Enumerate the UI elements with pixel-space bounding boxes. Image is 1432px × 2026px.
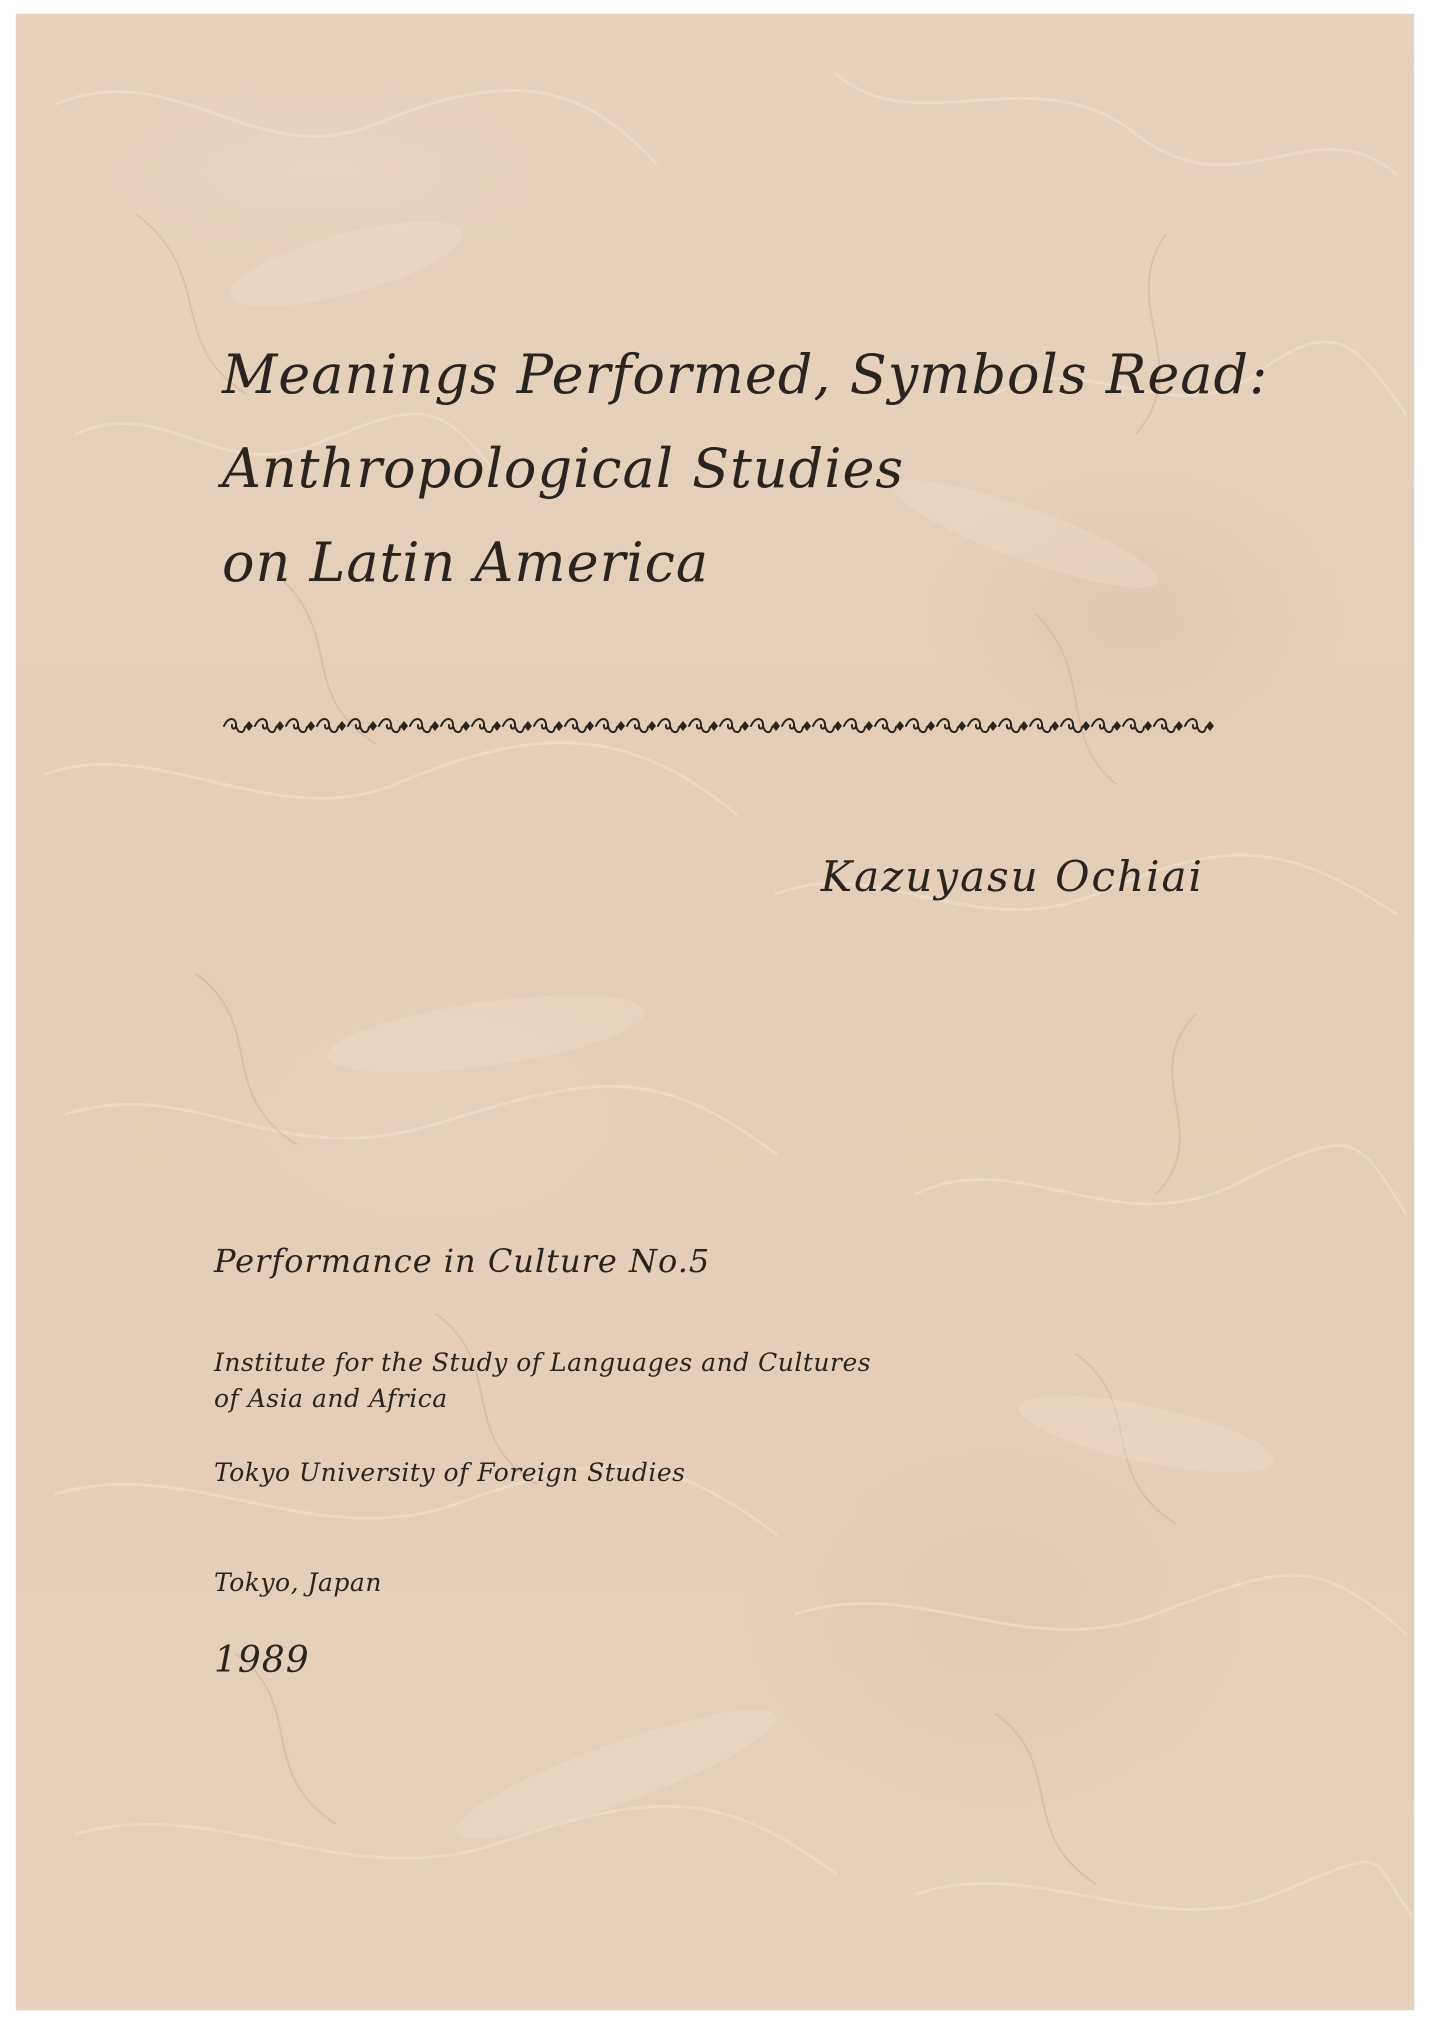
ornament-motif [782, 719, 811, 732]
ornament-motif [720, 719, 749, 732]
ornament-motif [534, 719, 563, 732]
ornament-motif [379, 719, 408, 732]
marbled-paper-texture [16, 14, 1414, 2010]
publication-year: 1989 [214, 1640, 310, 1681]
institute-line-2: of Asia and Africa [214, 1384, 448, 1413]
ornament-motif [689, 719, 718, 732]
ornament-motif [813, 719, 842, 732]
ornament-motif [224, 719, 253, 732]
ornament-motif [1154, 719, 1183, 732]
ornament-motif [1061, 719, 1090, 732]
ornament-motif [286, 719, 315, 732]
ornament-motif [410, 719, 439, 732]
ornament-motif [627, 719, 656, 732]
ornament-motif [751, 719, 780, 732]
ornament-motif [658, 719, 687, 732]
ornament-motif [1030, 719, 1059, 732]
ornament-motif [472, 719, 501, 732]
author-name: Kazuyasu Ochiai [820, 852, 1204, 901]
ornament-motif [565, 719, 594, 732]
ornament-motif [875, 719, 904, 732]
ornament-motif [906, 719, 935, 732]
title-line-3: on Latin America [222, 531, 710, 594]
ornament-motif [937, 719, 966, 732]
title-line-1: Meanings Performed, Symbols Read: [222, 343, 1269, 406]
title-line-2: Anthropological Studies [222, 437, 905, 500]
institute-line-1: Institute for the Study of Languages and Cultures [214, 1348, 872, 1377]
ornament-motif [1092, 719, 1121, 732]
ornament-motif [1185, 719, 1214, 732]
ornament-motif [348, 719, 377, 732]
university-name: Tokyo University of Foreign Studies [214, 1458, 686, 1487]
ornament-motif [596, 719, 625, 732]
ornament-motif [968, 719, 997, 732]
ornament-motif [317, 719, 346, 732]
publication-place: Tokyo, Japan [214, 1568, 382, 1597]
ornament-motif [255, 719, 284, 732]
ornament-motif [441, 719, 470, 732]
ornament-motif [999, 719, 1028, 732]
book-cover [16, 14, 1414, 2010]
series-title: Performance in Culture No.5 [214, 1242, 711, 1280]
ornament-motif [844, 719, 873, 732]
decorative-ornament-rule [222, 714, 1214, 738]
ornament-motif [1123, 719, 1152, 732]
ornament-motif [503, 719, 532, 732]
